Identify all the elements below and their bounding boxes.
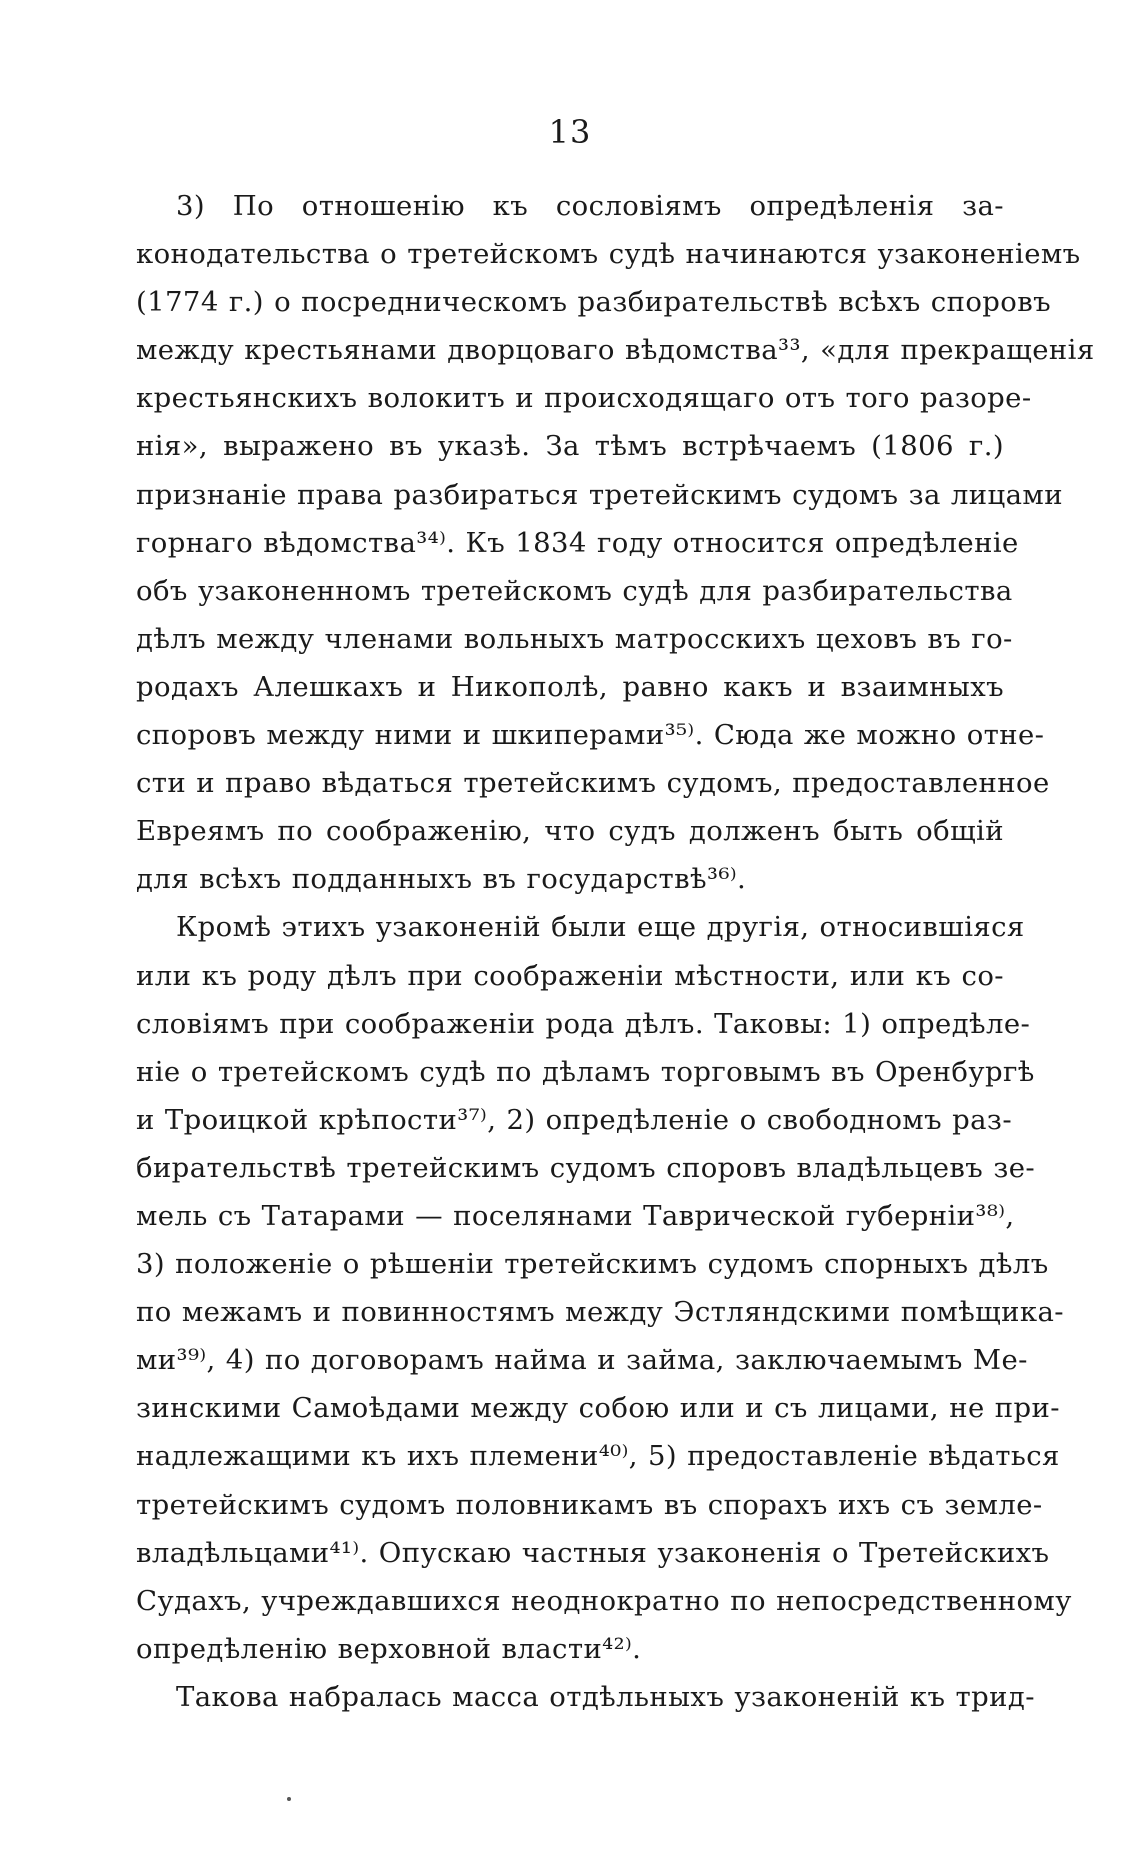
body-text bbox=[136, 182, 1095, 1721]
text-line: дѣлъ между членами вольныхъ матросскихъ цеховъ въ го- bbox=[136, 622, 1013, 655]
text-line: для всѣхъ подданныхъ въ государствѣ³⁶⁾. bbox=[136, 863, 747, 896]
text-line: Евреямъ по соображенію, что судъ долженъ быть общій bbox=[136, 815, 1004, 848]
text-line: объ узаконенномъ третейскомъ судѣ для разбирательства bbox=[136, 574, 1013, 607]
print-speck bbox=[287, 1797, 291, 1801]
text-line: ми³⁹⁾, 4) по договорамъ найма и займа, заключаемымъ Ме- bbox=[136, 1344, 1028, 1377]
text-line: конодательства о третейскомъ судѣ начинаются узаконеніемъ bbox=[136, 238, 1081, 271]
text-line: крестьянскихъ волокитъ и происходящаго отъ того разоре- bbox=[136, 382, 1032, 415]
text-line: надлежащими къ ихъ племени⁴⁰⁾, 5) предоставленіе вѣдаться bbox=[136, 1440, 1060, 1473]
text-line: Кромѣ этихъ узаконеній были еще другія, относившіяся bbox=[176, 911, 1025, 944]
text-line: горнаго вѣдомства³⁴⁾. Къ 1834 году относится опредѣленіе bbox=[136, 526, 1019, 559]
text-line: владѣльцами⁴¹⁾. Опускаю частныя узаконенія о Третейскихъ bbox=[136, 1536, 1050, 1569]
text-line: или къ роду дѣлъ при соображеніи мѣстности, или къ со- bbox=[136, 959, 1004, 992]
text-line: Судахъ, учреждавшихся неоднократно по непосредственному bbox=[136, 1584, 1072, 1617]
text-line: родахъ Алешкахъ и Никополѣ, равно какъ и взаимныхъ bbox=[136, 670, 1004, 703]
text-line: третейскимъ судомъ половникамъ въ спорахъ ихъ съ земле- bbox=[136, 1488, 1043, 1521]
text-line: бирательствѣ третейскимъ судомъ споровъ владѣльцевъ зе- bbox=[136, 1151, 1036, 1184]
text-line: Такова набралась масса отдѣльныхъ узаконеній къ трид- bbox=[176, 1680, 1035, 1713]
text-line: ніе о третейскомъ судѣ по дѣламъ торговымъ въ Оренбургѣ bbox=[136, 1055, 1035, 1088]
text-line: по межамъ и повинностямъ между Эстляндскими помѣщика- bbox=[136, 1296, 1064, 1329]
text-line: сти и право вѣдаться третейскимъ судомъ, предоставленное bbox=[136, 767, 1050, 800]
text-line: нія», выражено въ указѣ. За тѣмъ встрѣчаемъ (1806 г.) bbox=[136, 430, 1004, 463]
page-number: 13 bbox=[548, 113, 592, 151]
text-line: мель съ Татарами — поселянами Таврической губерніи³⁸⁾, bbox=[136, 1199, 1015, 1232]
text-line: и Троицкой крѣпости³⁷⁾, 2) опредѣленіе о свободномъ раз- bbox=[136, 1103, 1013, 1136]
text-line: признаніе права разбираться третейскимъ судомъ за лицами bbox=[136, 478, 1063, 511]
text-line: 3) положеніе о рѣшеніи третейскимъ судомъ спорныхъ дѣлъ bbox=[136, 1248, 1049, 1281]
text-line: словіямъ при соображеніи рода дѣлъ. Таковы: 1) опредѣле- bbox=[136, 1007, 1031, 1040]
text-line: (1774 г.) о посредническомъ разбирательствѣ всѣхъ споровъ bbox=[136, 286, 1052, 319]
text-line: 3) По отношенію къ сословіямъ опредѣленія за- bbox=[176, 190, 1004, 222]
text-line: споровъ между ними и шкиперами³⁵⁾. Сюда же можно отне- bbox=[136, 719, 1045, 752]
text-line: опредѣленію верховной власти⁴²⁾. bbox=[136, 1632, 642, 1665]
text-line: между крестьянами дворцоваго вѣдомства³³, «для прекращенія bbox=[136, 334, 1095, 367]
text-line: зинскими Самоѣдами между собою или и съ лицами, не при- bbox=[136, 1392, 1060, 1425]
